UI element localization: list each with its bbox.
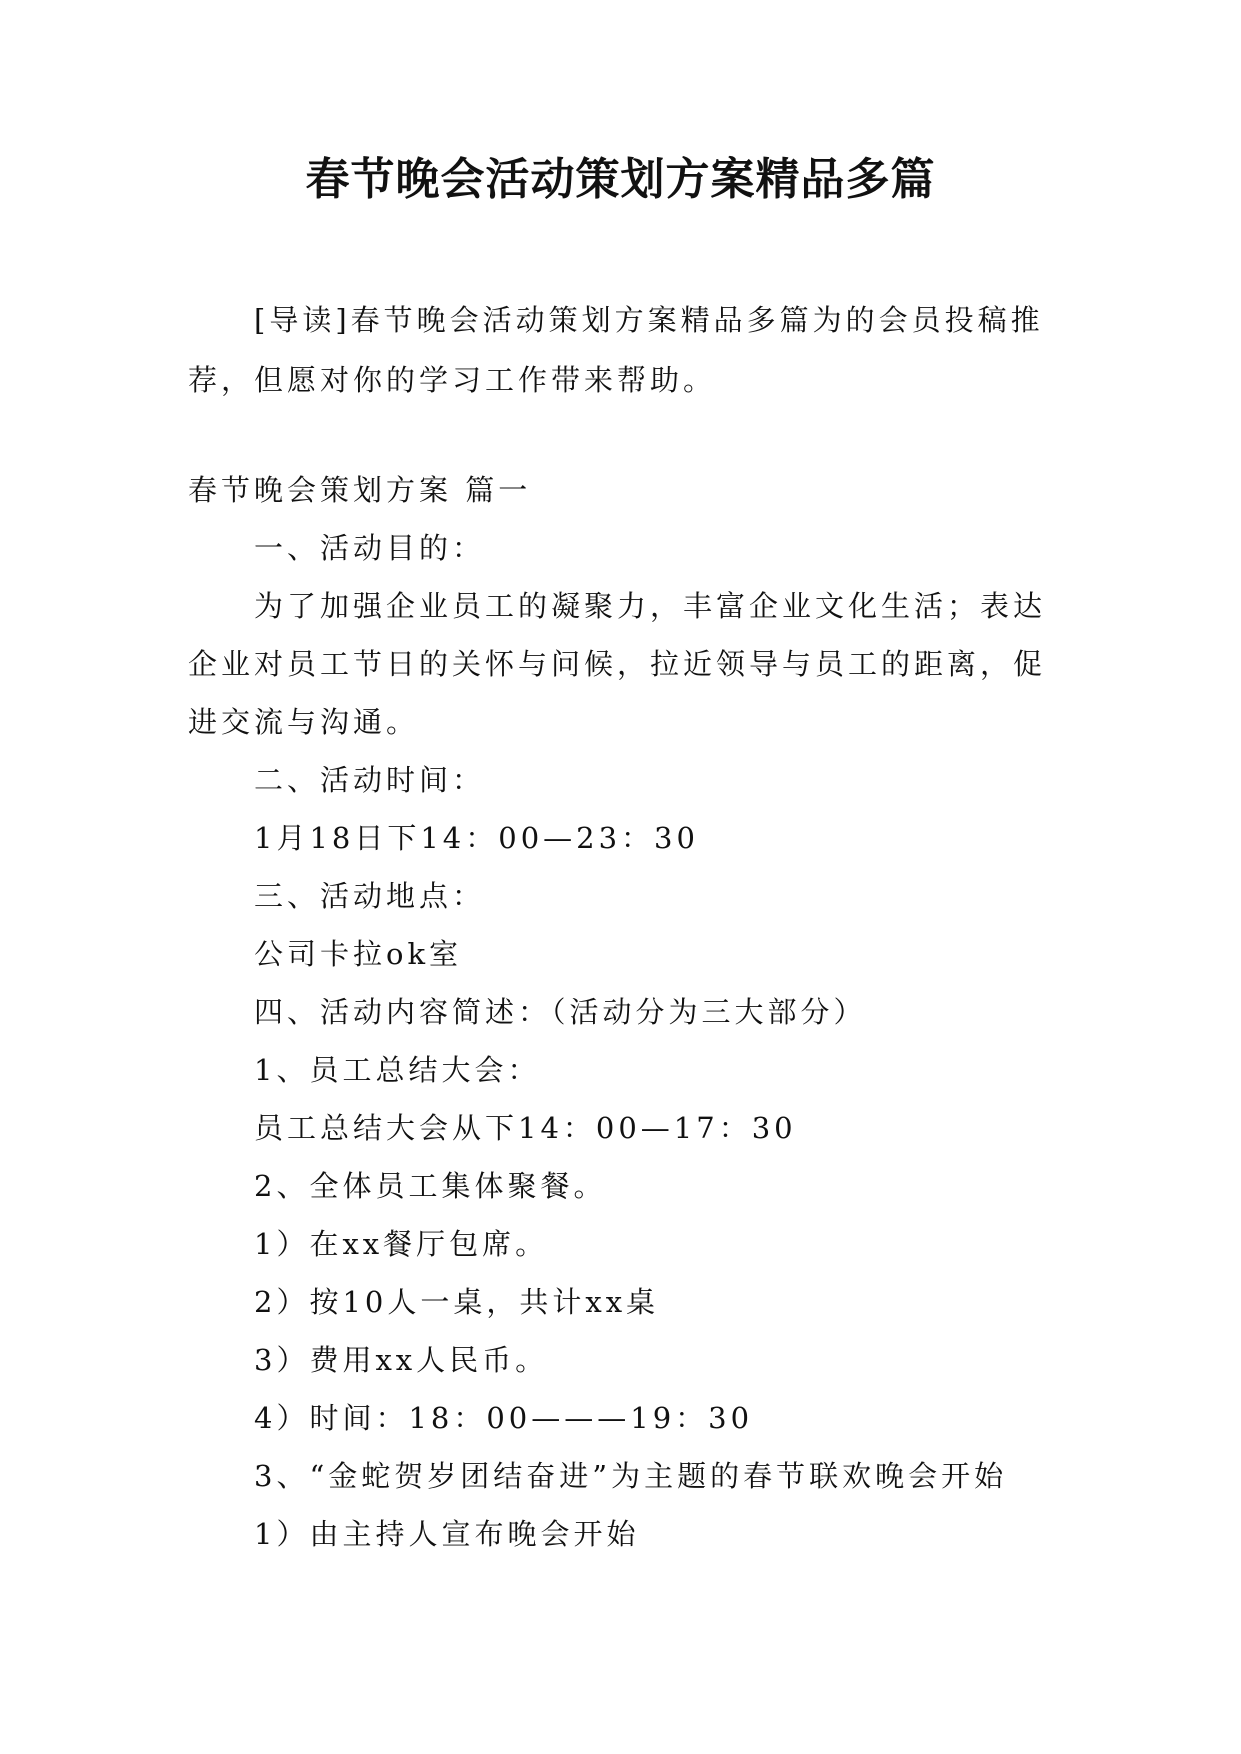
- section-title: 春节晚会策划方案 篇一: [188, 473, 532, 507]
- document-content: [188, 461, 1048, 1563]
- list-item: 1）由主持人宣布晚会开始: [254, 1517, 640, 1551]
- intro-paragraph: [导读]春节晚会活动策划方案精品多篇为的会员投稿推荐，但愿对你的学习工作带来帮助。: [188, 303, 1044, 397]
- list-item: 员工总结大会从下14：00—17：30: [254, 1111, 797, 1145]
- time-value: 1月18日下14：00—23：30: [254, 821, 699, 855]
- list-item: 3、“金蛇贺岁团结奋进”为主题的春节联欢晚会开始: [254, 1459, 1008, 1493]
- list-item: 2、全体员工集体聚餐。: [254, 1169, 607, 1203]
- list-item: 4）时间：18：00———19：30: [254, 1401, 754, 1435]
- document-title: 春节晚会活动策划方案精品多篇: [305, 154, 936, 205]
- purpose-paragraph: 为了加强企业员工的凝聚力，丰富企业文化生活；表达企业对员工节日的关怀与问候，拉近领导与员工的距离，促进交流与沟通。: [188, 589, 1047, 739]
- heading-content: 四、活动内容简述：（活动分为三大部分）: [254, 995, 867, 1029]
- location-value: 公司卡拉ok室: [254, 937, 463, 971]
- list-item: 2）按10人一桌，共计xx桌: [254, 1285, 660, 1319]
- list-item: 1、员工总结大会：: [254, 1053, 541, 1087]
- list-item: 3）费用xx人民币。: [254, 1343, 549, 1377]
- heading-location: 三、活动地点：: [254, 879, 486, 913]
- heading-time: 二、活动时间：: [254, 763, 486, 797]
- list-item: 1）在xx餐厅包席。: [254, 1227, 549, 1261]
- heading-purpose: 一、活动目的：: [254, 531, 486, 565]
